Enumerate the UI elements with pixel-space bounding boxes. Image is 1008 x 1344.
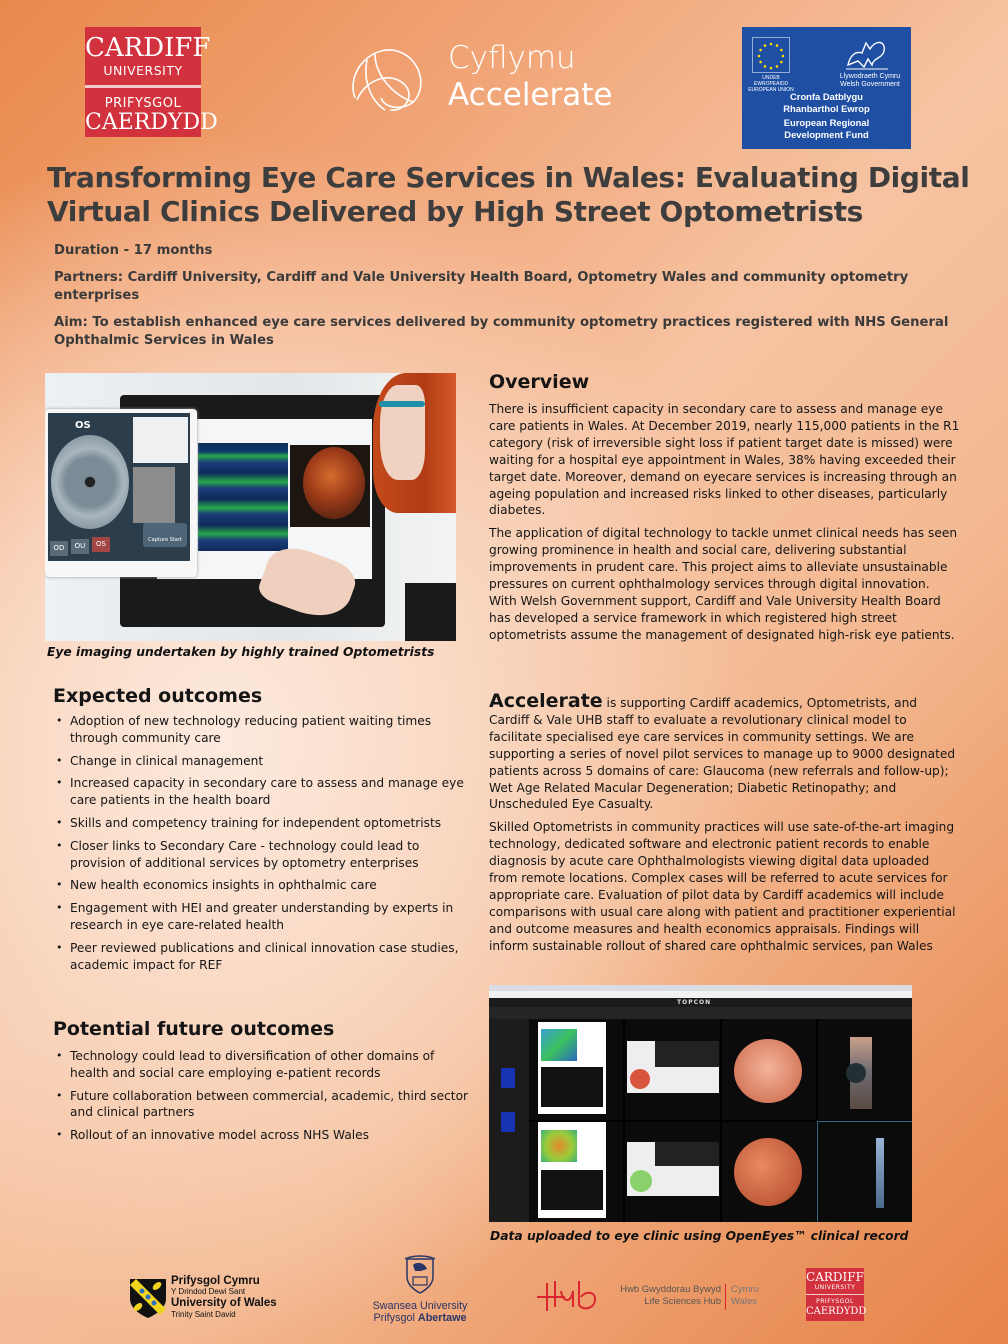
accelerate-logo xyxy=(345,40,645,120)
accelerate-paragraph: Skilled Optometrists in community practices will use sate-of-the-art imaging technology, dedicated software and electronic patient records to enable diagnosis by acute care Ophthalmologists viewing digital data uploaded from remote locations. Complex cases will be referred to acute services for appropriate care. Evaluation of pilot data by Cardiff academics will include comparisons with usual care along with patient and practitioner experiential and outcome measures and health economics appraisals. Findings will inform sustainable rollout of shared care ophthalmic services, pan Wales xyxy=(489,820,956,953)
overview-paragraph: The application of digital technology to tackle unmet clinical needs has seen growing prominence in health and social care, delivering substantial improvements in prudent care. This project aims to alleviate unsustainable pressures on current ophthalmology services through digital innovation. With Welsh Government support, Cardiff and Vale University Health Board has developed a service framework in which registered high street optometrists assume the management of designated high-risk eye patients. xyxy=(489,526,958,642)
erdf-text: Rhanbarthol Ewrop xyxy=(783,103,870,114)
accelerate-text: is supporting Cardiff academics, Optometrists, and Cardiff & Vale UHB staff to evaluate a revolutionary clinical model to facilitate specialised eye care services in community settings. We are supporting a series of novel pilot services to manage up to 9000 designated patients across 5 domains of care: Glaucoma (new referrals and follow-up); Wet Age Related Macular Degeneration; Diabetic Retinopathy; and Unscheduled Eye Casualty. xyxy=(489,696,956,812)
title-line: Transforming Eye Care Services in Wales: Evaluating Digital xyxy=(47,161,970,194)
list-item: • Future collaboration between commercial, academic, third sector and clinical partners xyxy=(53,1088,473,1122)
logo-text: Prifysgol Cymru xyxy=(171,1275,260,1287)
overview-heading: Overview xyxy=(489,371,590,393)
logo-divider xyxy=(806,1294,864,1295)
swansea-crest-icon xyxy=(403,1255,437,1295)
logo-text: UNIVERSITY xyxy=(814,1284,856,1291)
future-outcomes-heading: Potential future outcomes xyxy=(53,1018,335,1040)
expected-outcomes-section xyxy=(53,685,473,979)
device-capture-button: Capture Start xyxy=(143,523,187,547)
logo-text: PRIFYSGOL xyxy=(104,96,182,111)
wg-label: Welsh Government xyxy=(840,81,900,88)
logo-text: CARDIFF xyxy=(806,1270,864,1284)
logo-text: Trinity Saint David xyxy=(171,1310,236,1319)
expected-outcomes-heading: Expected outcomes xyxy=(53,685,263,707)
logo-text: PRIFYSGOL xyxy=(816,1298,854,1305)
logo-text: Life Sciences Hub xyxy=(644,1296,721,1307)
list-item: • Engagement with HEI and greater understanding by experts in research in eye care-related health xyxy=(53,900,473,934)
logo-divider xyxy=(85,85,201,88)
logo-text: Wales xyxy=(731,1296,758,1307)
cardiff-university-logo xyxy=(85,27,218,137)
trinity-crest-icon xyxy=(128,1277,168,1319)
list-item: • Increased capacity in secondary care to assess and manage eye care patients in the health board xyxy=(53,775,473,809)
accelerate-paragraph xyxy=(489,690,961,813)
logo-text: Prifysgol xyxy=(373,1312,418,1324)
logo-text: CAERDYDD xyxy=(806,1306,867,1317)
device-button-ou: OU xyxy=(71,539,89,554)
openeyes-screenshot xyxy=(489,985,912,1222)
cardiff-university-footer-logo xyxy=(806,1268,867,1321)
project-duration: Duration - 17 months xyxy=(54,243,213,258)
list-item: • Rollout of an innovative model across NHS Wales xyxy=(53,1127,473,1144)
eu-label: EUROPEAN UNION xyxy=(748,87,794,93)
project-aim: Aim: To establish enhanced eye care services delivered by community optometry practices registered with NHS General Ophthalmic Services in Wales xyxy=(54,315,949,348)
logo-text: Hwb Gwyddorau Bywyd xyxy=(620,1284,721,1295)
accelerate-section xyxy=(489,690,961,955)
welsh-dragon-icon xyxy=(842,35,890,71)
photo1-caption: Eye imaging undertaken by highly trained Optometrists xyxy=(47,645,435,659)
photo2-caption: Data uploaded to eye clinic using OpenEyes™ clinical record xyxy=(490,1229,909,1243)
accelerate-logo-welsh: Cyflymu xyxy=(448,40,576,76)
accelerate-mark-icon xyxy=(345,40,435,116)
hwb-mark-icon xyxy=(535,1277,601,1315)
logo-text: Swansea University xyxy=(372,1300,468,1312)
project-partners: Partners: Cardiff University, Cardiff and Vale University Health Board, Optometry Wales and community optometry enterprises xyxy=(54,270,909,303)
logo-text: University of Wales xyxy=(171,1297,277,1309)
list-item: • Adoption of new technology reducing patient waiting times through community care xyxy=(53,713,473,747)
list-item: • Peer reviewed publications and clinical innovation case studies, academic impact for REF xyxy=(53,940,473,974)
logo-text: UNIVERSITY xyxy=(103,63,183,78)
erdf-text: Cronfa Datblygu xyxy=(790,91,863,102)
list-item: • Skills and competency training for independent optometrists xyxy=(53,815,473,832)
list-item: • Change in clinical management xyxy=(53,753,473,770)
overview-section xyxy=(489,371,961,644)
erdf-text: Development Fund xyxy=(784,129,869,140)
overview-paragraph: There is insufficient capacity in secondary care to assess and manage eye care patients in Wales. At December 2019, nearly 115,000 patients in the R1 category (risk of irreversible sight loss if patient target date is missed) were waiting for a hospital eye appointment in Wales, 38% having exceeded their target date. Moreover, demand on eyecare services is increasing through an ageing population and increased risks linked to other diseases, particularly diabetes. xyxy=(489,402,960,518)
swansea-university-logo xyxy=(360,1255,480,1325)
erdf-text: European Regional xyxy=(783,117,870,128)
list-item: • New health economics insights in ophthalmic care xyxy=(53,877,473,894)
future-outcomes-section xyxy=(53,1018,473,1150)
accelerate-heading: Accelerate xyxy=(489,690,603,712)
logo-text: Y Drindod Dewi Sant xyxy=(171,1287,246,1296)
title-line: Virtual Clinics Delivered by High Street Optometrists xyxy=(47,195,863,228)
list-item: • Technology could lead to diversification of other domains of health and social care employing e-patient records xyxy=(53,1048,473,1082)
logo-text: Abertawe xyxy=(417,1312,467,1324)
life-sciences-hub-logo xyxy=(535,1275,775,1319)
device-button-od: OD xyxy=(50,541,68,556)
logo-text: CAERDYDD xyxy=(85,110,218,135)
trinity-saint-david-logo xyxy=(128,1275,288,1319)
logo-text: Cymru xyxy=(731,1284,759,1295)
list-item: • Closer links to Secondary Care - technology could lead to provision of additional services by optometry enterprises xyxy=(53,838,473,872)
device-label-os: OS xyxy=(75,420,91,431)
eu-flag-icon xyxy=(752,37,790,73)
accelerate-logo-english: Accelerate xyxy=(448,77,613,113)
poster-title xyxy=(47,161,977,229)
logo-text: CARDIFF xyxy=(85,33,211,63)
eu-label: UNDEB EWROPEAIDD xyxy=(753,75,789,87)
device-button-os: OS xyxy=(92,537,110,552)
eye-imaging-photo xyxy=(45,373,456,641)
topcon-brand: TOPCON xyxy=(677,999,712,1006)
erdf-logo xyxy=(742,27,911,149)
wg-label: Llywodraeth Cymru xyxy=(839,73,901,80)
